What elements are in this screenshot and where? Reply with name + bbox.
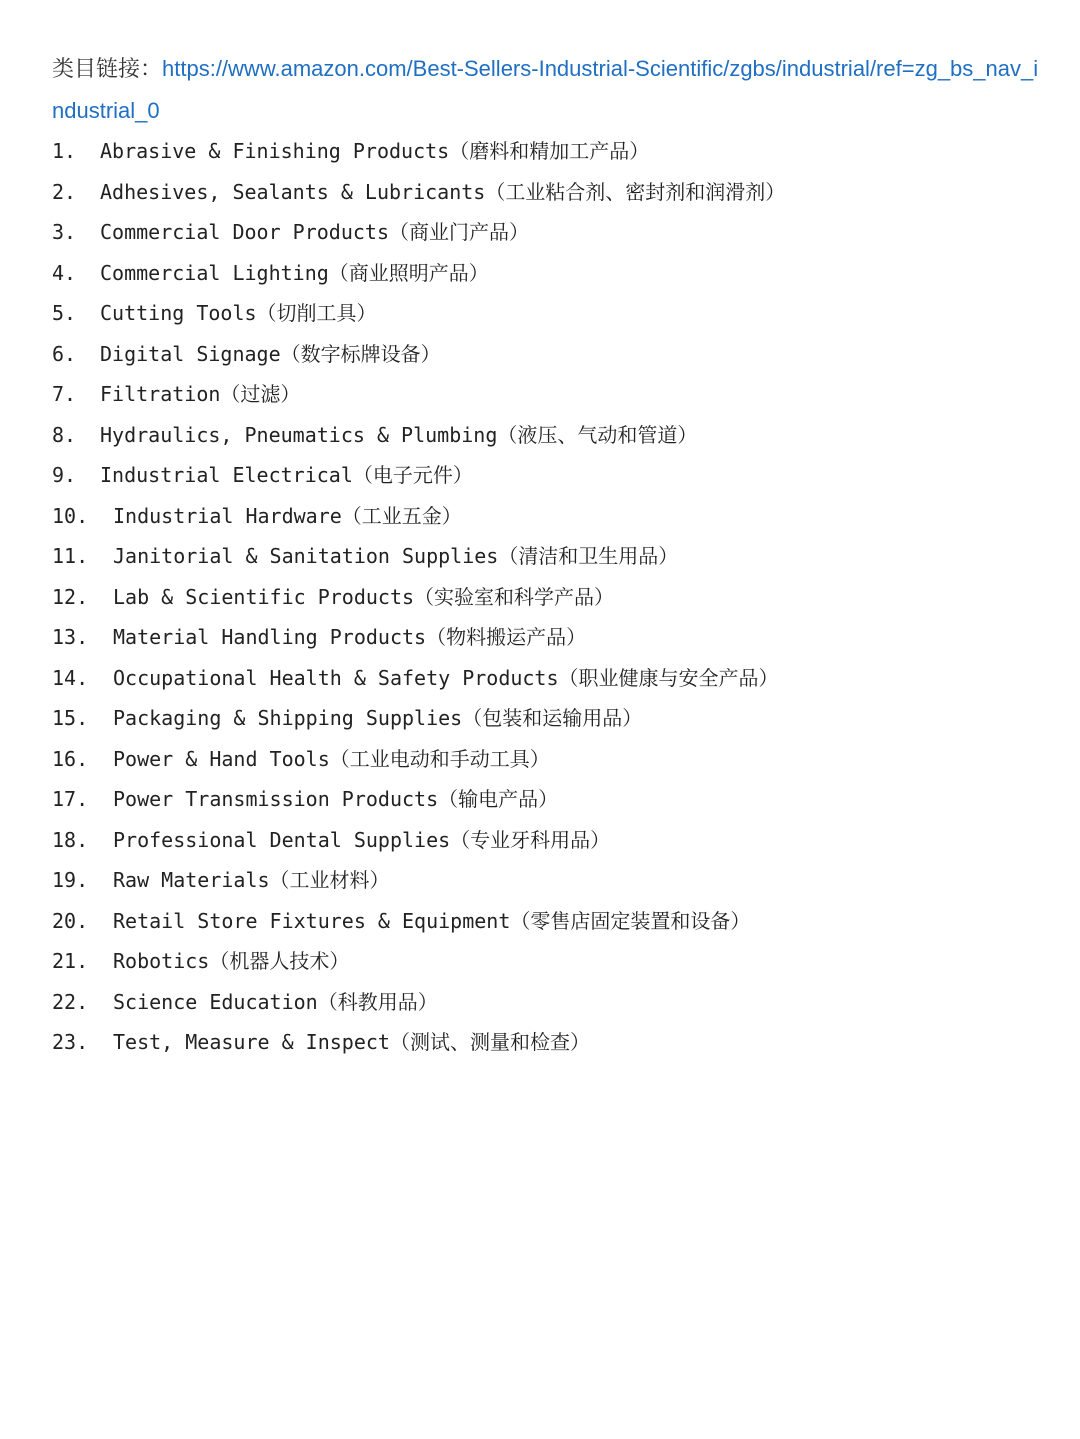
- category-number: 18.: [52, 827, 89, 852]
- category-number: 8.: [52, 422, 77, 447]
- category-item: [52, 617, 1042, 658]
- category-item: [52, 779, 1042, 820]
- category-item: [52, 577, 1042, 618]
- category-number: 10.: [52, 503, 89, 528]
- category-name: Hydraulics, Pneumatics & Plumbing（液压、气动和管道）: [100, 422, 698, 447]
- category-name: Robotics（机器人技术）: [113, 949, 350, 973]
- category-item: [52, 739, 1042, 780]
- category-number: 5.: [52, 301, 77, 325]
- category-number: 9.: [52, 463, 77, 487]
- category-name: Filtration（过滤）: [100, 382, 301, 406]
- category-number: 2.: [52, 179, 77, 204]
- category-name: Commercial Door Products（商业门产品）: [100, 220, 529, 244]
- category-name: Janitorial & Sanitation Supplies（清洁和卫生用品）: [113, 544, 679, 568]
- category-name: Occupational Health & Safety Products（职业健康与安全产品）: [113, 665, 779, 690]
- category-item: [52, 536, 1042, 577]
- category-name: Test, Measure & Inspect（测试、测量和检查）: [113, 1030, 590, 1054]
- category-item: [52, 172, 1042, 213]
- category-name: Material Handling Products（物料搬运产品）: [113, 625, 587, 649]
- category-item: [52, 293, 1042, 334]
- category-number: 15.: [52, 706, 89, 730]
- category-number: 23.: [52, 1030, 89, 1054]
- category-name: Power Transmission Products（输电产品）: [113, 787, 559, 811]
- category-item: [52, 496, 1042, 537]
- category-name: Retail Store Fixtures & Equipment（零售店固定装置和设备）: [113, 908, 751, 933]
- category-name: Adhesives, Sealants & Lubricants（工业粘合剂、密封剂和润滑剂）: [100, 179, 786, 204]
- category-number: 17.: [52, 787, 89, 811]
- category-item: [52, 131, 1042, 172]
- category-name: Professional Dental Supplies（专业牙科用品）: [113, 827, 611, 852]
- category-item: [52, 698, 1042, 739]
- category-item: [52, 658, 1042, 699]
- category-item: [52, 982, 1042, 1023]
- category-name: Raw Materials（工业材料）: [113, 868, 390, 892]
- category-name: Lab & Scientific Products（实验室和科学产品）: [113, 584, 615, 609]
- category-name: Packaging & Shipping Supplies（包装和运输用品）: [113, 706, 643, 730]
- category-number: 19.: [52, 868, 89, 892]
- category-number: 3.: [52, 220, 77, 244]
- category-number: 7.: [52, 382, 77, 406]
- category-link-url[interactable]: https://www.amazon.com/Best-Sellers-Industrial-Scientific/zgbs/industrial/ref=zg_bs_nav_industrial_0: [52, 56, 1039, 123]
- category-item: [52, 820, 1042, 861]
- category-item: [52, 1022, 1042, 1063]
- category-item: [52, 941, 1042, 982]
- category-name: Cutting Tools（切削工具）: [100, 301, 377, 325]
- category-name: Digital Signage（数字标牌设备）: [100, 341, 441, 366]
- category-name: Abrasive & Finishing Products（磨料和精加工产品）: [100, 139, 650, 163]
- category-item: [52, 253, 1042, 294]
- category-item: [52, 374, 1042, 415]
- category-item: [52, 901, 1042, 942]
- category-number: 21.: [52, 949, 89, 973]
- category-number: 22.: [52, 989, 89, 1014]
- category-number: 13.: [52, 625, 89, 649]
- category-name: Science Education（科教用品）: [113, 989, 438, 1014]
- category-name: Industrial Hardware（工业五金）: [113, 503, 462, 528]
- category-link-label: 类目链接：: [52, 57, 163, 82]
- category-item: [52, 334, 1042, 375]
- category-item: [52, 455, 1042, 496]
- category-number: 6.: [52, 341, 77, 366]
- document: [52, 48, 1042, 1063]
- category-number: 12.: [52, 584, 89, 609]
- category-item: [52, 860, 1042, 901]
- category-name: Industrial Electrical（电子元件）: [100, 463, 473, 487]
- category-item: [52, 212, 1042, 253]
- category-number: 20.: [52, 908, 89, 933]
- category-number: 16.: [52, 746, 89, 771]
- category-number: 11.: [52, 544, 89, 568]
- category-number: 1.: [52, 139, 77, 163]
- category-number: 14.: [52, 665, 89, 690]
- category-item: [52, 415, 1042, 456]
- category-link-line: [52, 48, 1042, 131]
- category-name: Commercial Lighting（商业照明产品）: [100, 260, 489, 285]
- category-list: [52, 131, 1042, 1063]
- category-number: 4.: [52, 260, 77, 285]
- category-name: Power & Hand Tools（工业电动和手动工具）: [113, 746, 550, 771]
